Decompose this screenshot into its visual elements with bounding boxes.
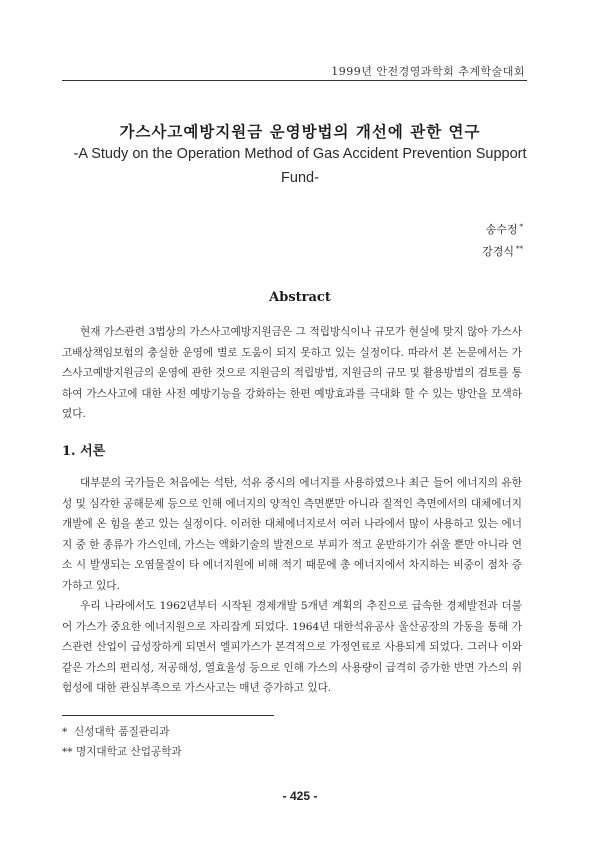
author-2-mark: **: [516, 245, 523, 253]
running-header: 1999년 안전경영과학회 추계학술대회: [331, 65, 525, 78]
paper-title-english: -A Study on the Operation Method of Gas Accident Prevention Support Fund-: [73, 146, 527, 186]
footnote-2-mark: **: [62, 746, 73, 758]
footnote-1-mark: *: [62, 726, 68, 738]
author-2: [482, 243, 523, 259]
author-1-name: 송수정: [485, 223, 518, 236]
author-2-name: 강경식: [482, 245, 514, 258]
footnote-rule: [62, 715, 274, 716]
footnote-2-text: 명지대학교 산업공학과: [75, 746, 182, 758]
footnote-1: [62, 724, 170, 739]
body-paragraph-1: 대부분의 국가들은 처음에는 석탄, 석유 중시의 에너지를 사용하였으나 최근 들어 에너지의 유한성 및 심각한 공해문제 등으로 인해 에너지의 양적인 측면뿐만 아니라 질적인 측면에서의 대체에너지 개발에 온 힘을 쏟고 있는 실정이다. 이러한 대체에너지로서 여러 나라에서 많이 사용하고 있는 에너지 중 한 종류가 가스인데, 가스는 액화기술의 발전으로 부피가 적고 운반하기가 쉬울 뿐만 아니라 연소 시 발생되는 오염물질이 타 에너지원에 비해 적기 때문에 총 에너지에서 차지하는 비중이 점차 증가하고 있다.: [62, 477, 522, 592]
page-number: - 425 -: [282, 789, 318, 803]
abstract-text: 현재 가스관련 3법상의 가스사고예방지원금은 그 적립방식이나 규모가 현실에 맞지 않아 가스사고배상책임보험의 충실한 운영에 별로 도움이 되지 못하고 있는 실정이다. 따라서 본 논문에서는 가스사고예방지원금의 운영에 관한 것으로 지원금의 적립방법, 지원금의 규모 및 활용방법의 검토를 통하여 가스사고에 대한 사전 예방기능을 강화하는 한편 예방효과를 극대화 할 수 있는 방안을 모색하였다.: [62, 326, 522, 421]
author-1-mark: *: [519, 223, 523, 231]
body-paragraph-2: 우리 나라에서도 1962년부터 시작된 경제개발 5개년 계획의 추진으로 급속한 경제발전과 더불어 가스가 중요한 에너지원으로 자리잡게 되었다. 1964년 대한석유공사 울산공장의 가동을 통해 가스관련 산업이 급성장하게 되면서 엘피가스가 본격적으로 가정연료로 사용되게 되었다. 그러나 이와 같은 가스의 편리성, 저공해성, 열효율성 등으로 인해 가스의 사용량이 급격히 증가한 반면 가스의 위험성에 대한 관심부족으로 가스사고는 매년 증가하고 있다.: [62, 600, 522, 695]
section-heading: 1. 서론: [62, 444, 106, 459]
footnote-1-text: 신성대학 품질관리과: [74, 726, 170, 738]
footnote-2: [62, 744, 182, 759]
paper-title-korean: 가스사고예방지원금 운영방법의 개선에 관한 연구: [119, 122, 481, 141]
abstract-heading: Abstract: [269, 290, 331, 305]
header-rule: [62, 80, 527, 81]
author-1: [486, 221, 523, 237]
